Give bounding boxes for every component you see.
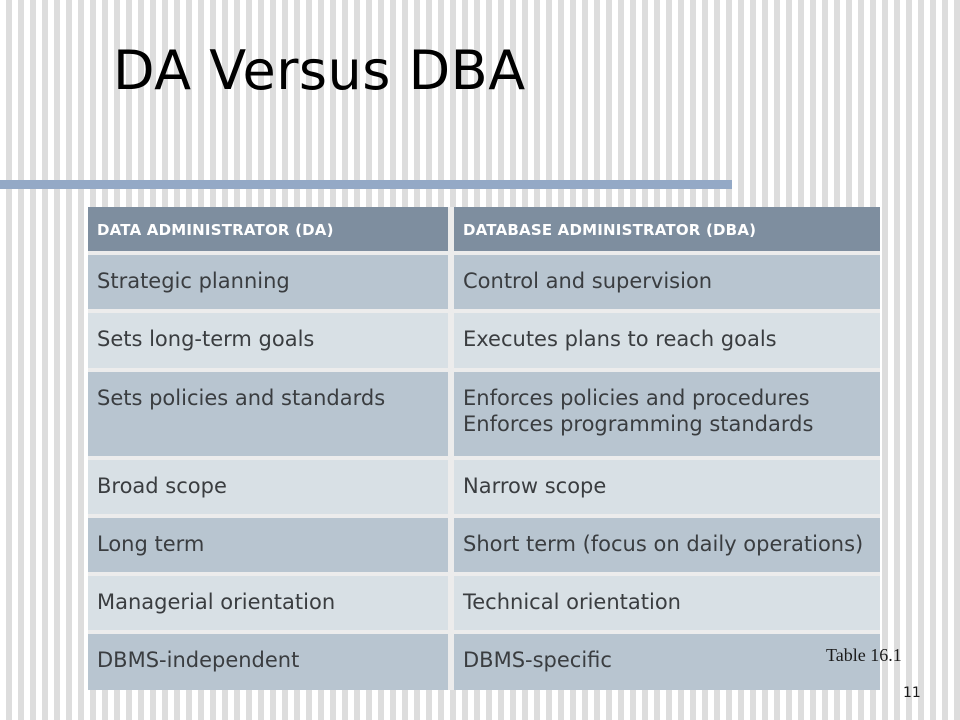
da-cell [88,313,454,372]
dba-cell [454,576,880,634]
cell-text: Executes plans to reach goals [463,327,777,351]
da-cell [88,255,454,313]
header-da: DATA ADMINISTRATOR (DA) [88,207,454,255]
table-row [88,313,880,372]
cell-text: Sets long-term goals [97,327,315,351]
cell-text: Broad scope [97,474,227,498]
dba-cell [454,634,880,690]
cell-text: Strategic planning [97,269,290,293]
cell-text: Enforces programming standards [463,412,814,436]
da-cell [88,372,454,460]
cell-text: DBMS-specific [463,648,612,672]
table-row [88,518,880,576]
table-row [88,634,880,690]
slide-title: DA Versus DBA [113,39,526,102]
table-caption: Table 16.1 [826,645,902,665]
cell-text: DBMS-independent [97,648,300,672]
cell-text: Narrow scope [463,474,607,498]
dba-cell [454,313,880,372]
da-vs-dba-table [88,207,880,690]
dba-cell [454,518,880,576]
dba-cell [454,460,880,518]
slide-number: 11 [903,685,921,701]
header-dba: DATABASE ADMINISTRATOR (DBA) [454,207,880,255]
cell-text: Enforces policies and procedures [463,386,810,410]
da-cell [88,460,454,518]
title-underline [0,180,732,189]
dba-cell [454,255,880,313]
table-row [88,372,880,460]
table-header-row [88,207,880,255]
cell-text: Long term [97,532,205,556]
dba-cell [454,372,880,460]
cell-text: Sets policies and standards [97,386,386,410]
cell-text: Control and supervision [463,269,713,293]
table-row [88,460,880,518]
cell-text: Short term (focus on daily operations) [463,532,864,556]
da-cell [88,518,454,576]
da-cell [88,576,454,634]
da-cell [88,634,454,690]
cell-text: Managerial orientation [97,590,336,614]
table-row [88,576,880,634]
cell-text: Technical orientation [463,590,681,614]
table-row [88,255,880,313]
